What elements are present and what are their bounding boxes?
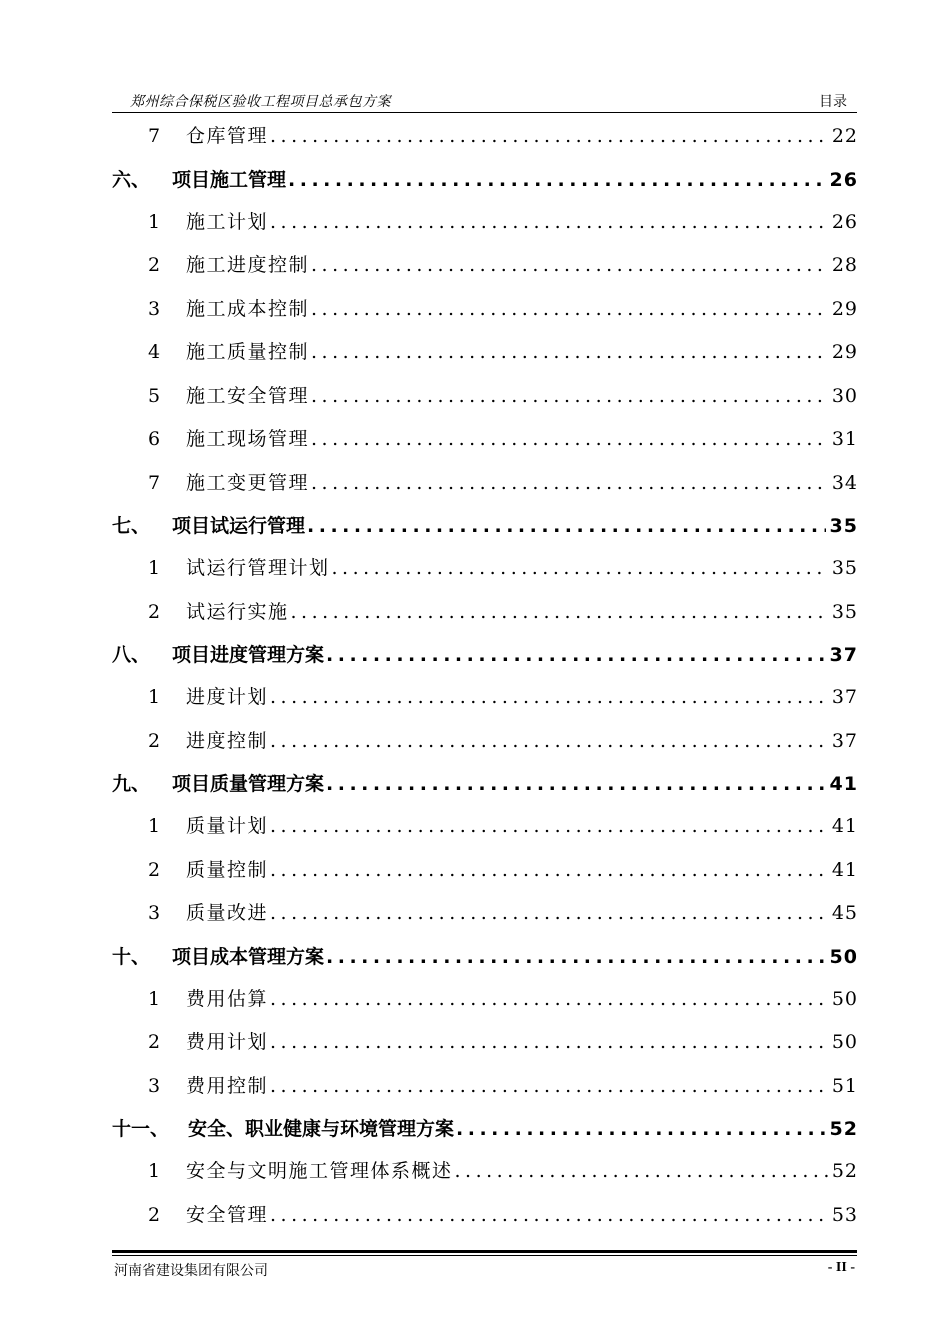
toc-dot-leader xyxy=(268,1065,828,1109)
page-number: - II - xyxy=(827,1260,855,1275)
toc-dot-leader xyxy=(268,201,828,245)
toc-entry-title: 施工成本控制 xyxy=(186,297,310,320)
toc-chapter-entry[interactable] xyxy=(112,505,858,547)
toc-entry-title: 项目试运行管理 xyxy=(172,515,306,537)
toc-dot-leader xyxy=(268,1021,828,1065)
toc-entry-number: 九、 xyxy=(112,773,151,795)
toc-dot-leader xyxy=(268,805,828,849)
toc-dot-leader xyxy=(268,720,828,764)
toc-entry-number: 1 xyxy=(148,815,161,837)
toc-dot-leader xyxy=(453,1150,828,1194)
toc-section-entry[interactable] xyxy=(112,720,858,764)
toc-entry-title: 项目施工管理 xyxy=(172,168,287,191)
toc-dot-leader xyxy=(268,892,828,936)
toc-entry-title: 施工计划 xyxy=(186,210,269,233)
toc-entry-page: 41 xyxy=(829,773,858,795)
toc-entry-number: 1 xyxy=(148,1160,161,1182)
toc-dot-leader xyxy=(309,418,828,462)
toc-entry-title: 项目进度管理方案 xyxy=(172,644,325,666)
toc-section-entry[interactable] xyxy=(112,201,858,245)
toc-entry-page: 35 xyxy=(831,557,858,579)
toc-entry-number: 6 xyxy=(148,428,161,450)
toc-entry-title: 质量改进 xyxy=(186,902,269,924)
toc-dot-leader xyxy=(268,115,828,159)
toc-entry-number: 2 xyxy=(148,1203,161,1226)
toc-dot-leader xyxy=(286,159,826,201)
toc-entry-number: 2 xyxy=(148,254,161,276)
toc-section-entry[interactable] xyxy=(112,462,858,506)
toc-entry-title: 费用估算 xyxy=(186,987,269,1010)
toc-entry-page: 35 xyxy=(831,600,858,623)
toc-entry-page: 53 xyxy=(831,1203,858,1226)
toc-entry-page: 37 xyxy=(831,686,858,708)
toc-entry-number: 3 xyxy=(148,297,161,320)
toc-entry-number: 7 xyxy=(148,125,161,147)
toc-entry-page: 50 xyxy=(829,945,858,968)
toc-entry-title: 进度计划 xyxy=(186,686,269,708)
toc-entry-page: 29 xyxy=(831,341,858,363)
toc-entry-page: 34 xyxy=(831,471,858,494)
toc-section-entry[interactable] xyxy=(112,1150,858,1194)
toc-entry-title: 项目成本管理方案 xyxy=(172,945,325,968)
toc-entry-number: 5 xyxy=(148,384,161,407)
toc-entry-number: 3 xyxy=(148,902,161,924)
toc-entry-title: 施工质量控制 xyxy=(186,341,310,363)
toc-entry-title: 费用控制 xyxy=(186,1074,269,1097)
table-of-contents xyxy=(112,115,858,1237)
toc-entry-title: 项目质量管理方案 xyxy=(172,773,325,795)
toc-section-entry[interactable] xyxy=(112,1194,858,1238)
toc-entry-number: 2 xyxy=(148,600,161,623)
toc-dot-leader xyxy=(268,676,828,720)
toc-section-entry[interactable] xyxy=(112,1021,858,1065)
toc-entry-number: 7 xyxy=(148,471,161,494)
toc-dot-leader xyxy=(268,978,828,1022)
toc-entry-number: 1 xyxy=(148,210,161,233)
toc-entry-title: 费用计划 xyxy=(186,1031,269,1053)
toc-entry-page: 50 xyxy=(831,1031,858,1053)
toc-entry-title: 质量计划 xyxy=(186,815,269,837)
toc-chapter-entry[interactable] xyxy=(112,763,858,805)
page-header xyxy=(112,88,857,110)
toc-section-entry[interactable] xyxy=(112,591,858,635)
toc-dot-leader xyxy=(309,375,828,419)
toc-entry-page: 51 xyxy=(831,1074,858,1097)
header-divider xyxy=(112,112,857,113)
toc-section-entry[interactable] xyxy=(112,676,858,720)
toc-entry-title: 安全与文明施工管理体系概述 xyxy=(186,1160,453,1182)
toc-entry-number: 3 xyxy=(148,1074,161,1097)
toc-dot-leader xyxy=(309,462,828,506)
toc-entry-page: 30 xyxy=(831,384,858,407)
toc-section-entry[interactable] xyxy=(112,849,858,893)
company-name: 河南省建设集团有限公司 xyxy=(114,1263,268,1279)
toc-dot-leader xyxy=(305,505,826,547)
toc-chapter-entry[interactable] xyxy=(112,936,858,978)
toc-entry-title: 安全、职业健康与环境管理方案 xyxy=(188,1118,455,1140)
toc-entry-page: 50 xyxy=(831,987,858,1010)
toc-entry-number: 1 xyxy=(148,557,161,579)
toc-section-entry[interactable] xyxy=(112,418,858,462)
toc-entry-page: 45 xyxy=(831,902,858,924)
toc-entry-number: 十一、 xyxy=(112,1118,170,1140)
toc-section-entry[interactable] xyxy=(112,892,858,936)
section-label: 目录 xyxy=(819,94,847,110)
document-title: 郑州综合保税区验收工程项目总承包方案 xyxy=(130,94,391,110)
toc-chapter-entry[interactable] xyxy=(112,1108,858,1150)
toc-entry-page: 52 xyxy=(829,1118,858,1140)
toc-entry-title: 质量控制 xyxy=(186,858,269,881)
toc-entry-title: 进度控制 xyxy=(186,729,269,752)
footer-divider-thick xyxy=(112,1250,857,1253)
toc-entry-title: 试运行实施 xyxy=(186,600,289,623)
toc-entry-page: 26 xyxy=(829,168,858,191)
toc-entry-title: 施工安全管理 xyxy=(186,384,310,407)
toc-entry-number: 十、 xyxy=(112,945,151,968)
toc-dot-leader xyxy=(289,591,828,635)
toc-section-entry[interactable] xyxy=(112,288,858,332)
toc-entry-number: 六、 xyxy=(112,168,151,191)
toc-entry-number: 八、 xyxy=(112,644,151,666)
toc-entry-page: 37 xyxy=(829,644,858,666)
toc-entry-title: 仓库管理 xyxy=(186,125,269,147)
toc-entry-page: 31 xyxy=(831,428,858,450)
toc-entry-page: 26 xyxy=(831,210,858,233)
toc-dot-leader xyxy=(454,1108,826,1150)
toc-section-entry[interactable] xyxy=(112,978,858,1022)
toc-entry-page: 29 xyxy=(831,297,858,320)
toc-section-entry[interactable] xyxy=(112,115,858,159)
toc-section-entry[interactable] xyxy=(112,375,858,419)
toc-dot-leader xyxy=(324,763,826,805)
toc-section-entry[interactable] xyxy=(112,331,858,375)
toc-entry-number: 1 xyxy=(148,686,161,708)
toc-entry-number: 2 xyxy=(148,858,161,881)
toc-entry-page: 37 xyxy=(831,729,858,752)
toc-entry-page: 52 xyxy=(831,1160,858,1182)
toc-dot-leader xyxy=(324,936,826,978)
toc-chapter-entry[interactable] xyxy=(112,159,858,201)
toc-entry-number: 七、 xyxy=(112,515,151,537)
footer-divider-thin xyxy=(112,1255,857,1256)
toc-section-entry[interactable] xyxy=(112,244,858,288)
toc-section-entry[interactable] xyxy=(112,547,858,591)
toc-section-entry[interactable] xyxy=(112,805,858,849)
toc-entry-number: 2 xyxy=(148,1031,161,1053)
toc-entry-title: 施工现场管理 xyxy=(186,428,310,450)
toc-entry-page: 35 xyxy=(829,515,858,537)
toc-entry-page: 41 xyxy=(831,858,858,881)
toc-entry-number: 4 xyxy=(148,341,161,363)
toc-entry-title: 施工变更管理 xyxy=(186,471,310,494)
toc-entry-number: 2 xyxy=(148,729,161,752)
toc-entry-title: 施工进度控制 xyxy=(186,254,310,276)
toc-dot-leader xyxy=(330,547,828,591)
toc-entry-page: 41 xyxy=(831,815,858,837)
toc-dot-leader xyxy=(324,634,826,676)
toc-dot-leader xyxy=(309,244,828,288)
toc-dot-leader xyxy=(309,331,828,375)
toc-dot-leader xyxy=(268,849,828,893)
toc-entry-page: 22 xyxy=(831,125,858,147)
toc-entry-number: 1 xyxy=(148,987,161,1010)
toc-dot-leader xyxy=(309,288,828,332)
toc-entry-title: 安全管理 xyxy=(186,1203,269,1226)
toc-chapter-entry[interactable] xyxy=(112,634,858,676)
toc-dot-leader xyxy=(268,1194,828,1238)
toc-entry-title: 试运行管理计划 xyxy=(186,557,330,579)
toc-section-entry[interactable] xyxy=(112,1065,858,1109)
page-footer xyxy=(112,1260,857,1282)
toc-entry-page: 28 xyxy=(831,254,858,276)
